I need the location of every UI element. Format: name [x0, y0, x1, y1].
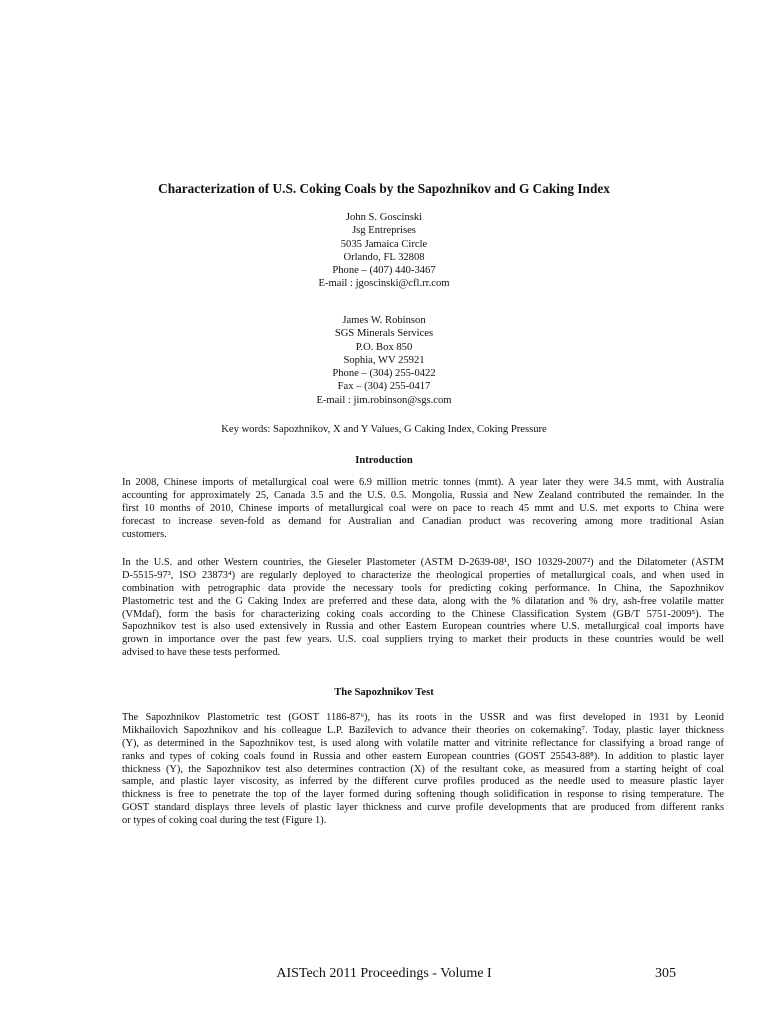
- text-line: sample, and plastic layer viscosity, as inferred by the different curve profiles produced as the needle used to measure plastic layer: [122, 776, 724, 788]
- author-fax: Fax – (304) 255-0417: [337, 381, 431, 393]
- text-line: In 2008, Chinese imports of metallurgical coal were 6.9 million metric tonnes (mmt). A year later they were 34.5 mmt, with Australia: [122, 477, 724, 488]
- text-line: ranks and types of coking coals found in Russia and other eastern European countries (GOST 25543-88⁸). In addition to plastic layer: [122, 750, 724, 762]
- intro-paragraph-2: [122, 557, 724, 660]
- keywords: Key words: Sapozhnikov, X and Y Values, G Caking Index, Coking Pressure: [221, 424, 547, 435]
- author-name: James W. Robinson: [342, 315, 426, 326]
- text-line: (VMdaf), form the basis for characterizing coking coals according to the Chinese Classification System (GB/T 5751-2009⁵). The: [122, 608, 724, 620]
- footer-proceedings-title: AISTech 2011 Proceedings - Volume I: [276, 966, 492, 981]
- text-line: D-5515-97³, ISO 23873⁴) are regularly deployed to characterize the rheological properties of metallurgical coals, and when used in: [122, 569, 724, 581]
- author-affiliation: SGS Minerals Services: [334, 328, 434, 340]
- author-block-goscinski: [0, 211, 768, 291]
- footer-page-number: 305: [655, 966, 676, 981]
- text-line: Sapozhnikov test is also used extensively in Russia and other Eastern European countries where U.S. metallurgical coal imports have: [122, 621, 724, 633]
- author-address-street: 5035 Jamaica Circle: [340, 238, 428, 250]
- section-heading-sapozhnikov-test: The Sapozhnikov Test: [334, 687, 434, 698]
- author-block-robinson: [0, 314, 768, 407]
- text-line: first 10 months of 2010, Chinese imports of metallurgical coal were on pace to reach 45 mmt and U.S. met exports to China were: [122, 502, 724, 514]
- author-affiliation: Jsg Entreprises: [352, 225, 416, 237]
- text-line: forecast to increase seven-fold as demand for Australian and Canadian product was recovering among more traditional Asian: [122, 515, 724, 527]
- text-line: thickness is free to penetrate the top of the layer formed during softening though solidification in response to rising temperature. The: [122, 789, 724, 801]
- text-line: Mikhailovich Sapozhnikov and his colleague L.P. Bazilevich to advance their theories on cokemaking⁷. Today, plastic layer thickness: [122, 724, 724, 736]
- author-email: E-mail : jim.robinson@sgs.com: [316, 394, 452, 406]
- text-line: advised to have these tests performed.: [122, 647, 281, 659]
- author-phone: Phone – (304) 255-0422: [332, 368, 436, 380]
- text-line: The Sapozhnikov Plastometric test (GOST 1186-87⁶), has its roots in the USSR and was first developed in 1931 by Leonid: [122, 712, 724, 723]
- author-name: John S. Goscinski: [345, 212, 423, 223]
- text-line: customers.: [122, 528, 167, 540]
- intro-paragraph-1: [122, 477, 724, 541]
- paper-title: Characterization of U.S. Coking Coals by the Sapozhnikov and G Caking Index: [158, 181, 610, 196]
- text-line: accounting for approximately 25, Canada 3.5 and the U.S. 0.5. Mongolia, Russia and New Zealand contributed the remainder. In the: [122, 489, 724, 501]
- text-line: In the U.S. and other Western countries, the Gieseler Plastometer (ASTM D-2639-08¹, ISO 10329-2007²) and the Dilatometer (ASTM: [122, 557, 724, 568]
- section-heading-introduction: Introduction: [355, 455, 413, 466]
- text-line: thickness (Y), the Sapozhnikov test also determines contraction (X) of the resultant coke, as measured from a starting height of coal: [122, 763, 724, 775]
- text-line: Plastometric test and the G Caking Index are preferred and these data, along with the % dilatation and % dry, ash-free volatile matter: [122, 595, 724, 607]
- text-line: GOST standard displays three levels of plastic layer thickness and curve profile developments that are produced from different ranks: [122, 802, 724, 814]
- sapozhnikov-paragraph-1: [122, 712, 724, 828]
- author-phone: Phone – (407) 440-3467: [332, 265, 436, 277]
- author-email: E-mail : jgoscinski@cfl.rr.com: [318, 278, 450, 290]
- text-line: or types of coking coal during the test (Figure 1).: [122, 815, 327, 827]
- author-address-city: Orlando, FL 32808: [343, 251, 425, 263]
- author-address-city: Sophia, WV 25921: [343, 354, 425, 366]
- text-line: combination with petrographic data provide the necessary tools for predicting coking performance. In China, the Sapozhnikov: [122, 582, 724, 594]
- text-line: grown in importance over the past few years. U.S. coal suppliers trying to market their products in these countries would be well: [122, 634, 724, 646]
- author-address-pobox: P.O. Box 850: [355, 341, 413, 353]
- text-line: (Y), as determined in the Sapozhnikov test, is used along with volatile matter and vitrinite reflectance for classifying a broad range of: [122, 737, 724, 749]
